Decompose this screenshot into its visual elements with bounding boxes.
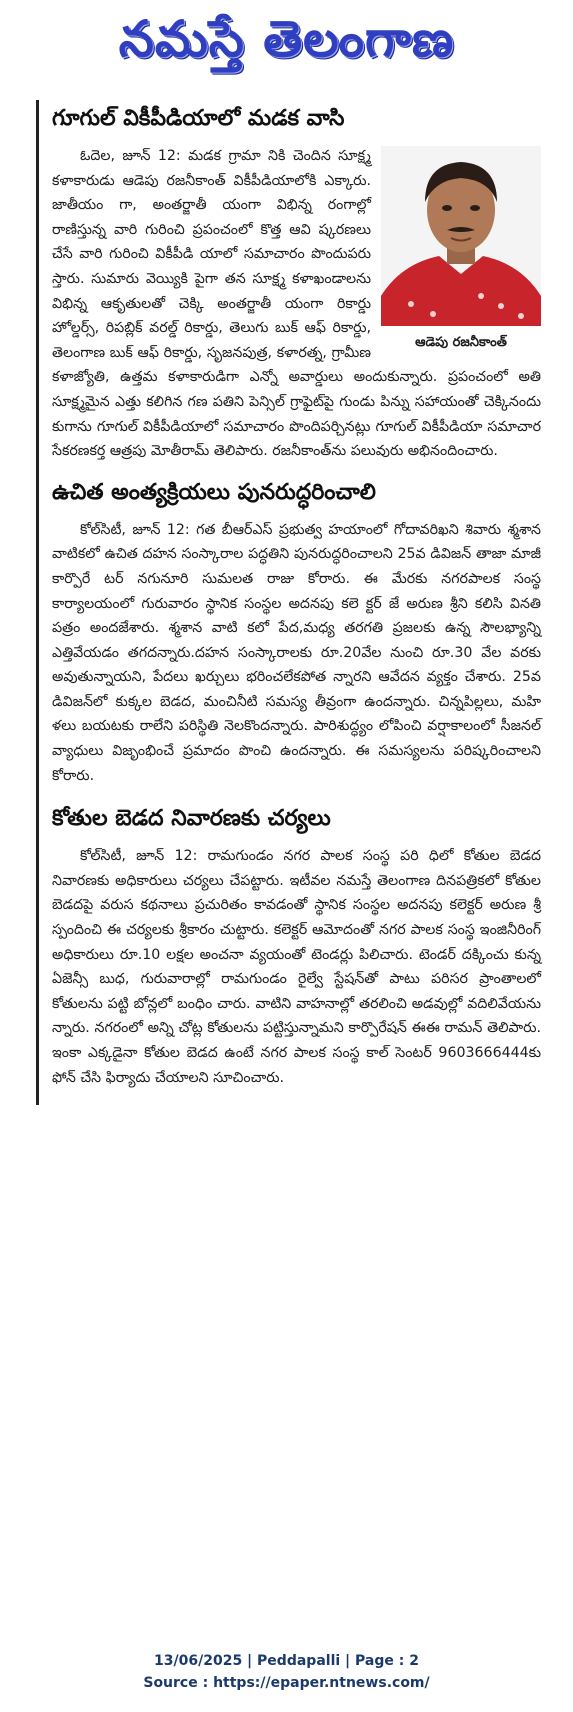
newspaper-logo: నమస్తే తెలంగాణ bbox=[118, 10, 455, 68]
article-paragraph: కోల్‌సిటీ, జూన్ 12: రామగుండం నగర పాలక సంస్థ పరి ధిలో కోతుల బెడద నివారణకు అధికారులు చర్యలు చేపట్టారు. ఇటీవల నమస్తే తెలంగాణ దినపత్రికలో కోతుల బెడదపై వరుస కథనాలు ప్రచురితం కావడంతో స్థానిక సంస్థల అదనపు కలెక్టర్ అరుణ శ్రీ స్పందించి ఈ చర్యలకు శ్రీకారం చుట్టారు. కలెక్టర్ ఆమోదంతో నగర పాలక సంస్థ ఇంజినీరింగ్ అధికారులు రూ.10 లక్షల అంచనా వ్యయంతో టెండర్లు పిలిచారు. టెండర్ దక్కించు కున్న ఏజెన్సీ బుధ, గురువారాల్లో రామగుండం రైల్వే స్టేషన్‌తో పాటు పరిసర ప్రాంతాలలో కోతులను పట్టి బోన్లలో బంధిం చారు. వాటిని వాహనాల్లో తరలించి అడవుల్లో వదిలివేయను న్నారు. నగరంలో అన్ని చోట్ల కోతులను పట్టిస్తున్నామని కార్పొరేషన్ ఈఈ రామన్ తెలిపారు. ఇంకా ఎక్కడైనా కోతుల బెడద ఉంటే నగర పాలక సంస్థ కాల్ సెంటర్ 9603666444కు ఫోన్ చేసి ఫిర్యాదు చేయాలని సూచించారు. bbox=[52, 848, 541, 1086]
article-monkeys bbox=[36, 802, 541, 1090]
article-paragraph: కోల్‌సిటీ, జూన్ 12: గత బీఆర్‌ఎస్ ప్రభుత్వ హయాంలో గోదావరిఖని శివారు శ్మశాన వాటికలో ఉచిత దహన సంస్కారాల పద్ధతిని పునరుద్ధరించాలని 25వ డివిజన్ తాజా మాజీ కార్పొరే టర్ నగునూరి సుమలత రాజు కోరారు. ఈ మేరకు నగరపాలక సంస్థ కార్యాలయంలో గురువారం స్థానిక సంస్థల అదనపు కలె క్టర్ జే అరుణ శ్రీని కలిసి వినతి పత్రం అందజేశారు. శ్మశాన వాటి కలో పేద,మధ్య తరగతి ప్రజలకు ఉన్న సౌలభ్యాన్ని ఎత్తివేయడం తగదన్నారు.దహన సంస్కారాలకు రూ.20వేల నుంచి రూ.30 వేల వరకు అవుతున్నాయని, పేదలు ఖర్చులు భరించలేకపోత న్నారని ఆవేదన వ్యక్తం చేశారు. 25వ డివిజన్‌లో కుక్కల బెడద, మంచినీటి సమస్య తీవ్రంగా ఉందన్నారు. చిన్నపిల్లలు, మహి ళలు బయటకు రాలేని పరిస్థితి నెలకొందన్నారు. పారిశుద్ధ్యం లోపించి వర్షాకాలంలో సీజనల్ వ్యాధులు విజృంభించే ప్రమాదం పొంచి ఉందన్నారు. ఈ సమస్యలను పరిష్కరించాలని కోరారు. bbox=[52, 521, 541, 784]
masthead bbox=[0, 0, 573, 78]
article-headline: గూగుల్ వికీపీడియాలో మడక వాసి bbox=[52, 106, 345, 131]
article-body bbox=[52, 518, 541, 789]
portrait-photo bbox=[381, 146, 541, 326]
article-funeral bbox=[36, 476, 541, 789]
article-column bbox=[36, 100, 541, 1090]
article-headline: కోతుల బెడద నివారణకు చర్యలు bbox=[52, 806, 331, 832]
footer-date-line: 13/06/2025 | Peddapalli | Page : 2 bbox=[154, 1653, 419, 1669]
footer-source-line: Source : https://epaper.ntnews.com/ bbox=[143, 1675, 430, 1691]
article-body bbox=[52, 144, 541, 464]
article-paragraph: ఓదెల, జూన్ 12: మడక గ్రామా నికి చెందిన సూక్ష్మ కళాకారుడు ఆడెపు రజనీకాంత్ వికీపీడియాలోకి ఎక్కారు. జాతీయం గా, అంతర్జాతీ యంగా విభిన్న రంగాల్లో రాణిస్తున్న వారి గురించి ప్రపంచంలో కొత్త ఆవి ష్కరణలు చేసే వారి గురించి వికీపీడి యాలో సమాచారం పొందుపరు స్తారు. సుమారు వెయ్యికి పైగా తన సూక్ష్మ కళాఖండాలను విభిన్న ఆకృతులతో చెక్కి అంతర్జాతీ యంగా రికార్డు హోల్డర్స్, రిపబ్లిక్ వరల్డ్ రికార్డు, తెలుగు బుక్ ఆఫ్ రికార్డు, తెలంగాణ బుక్ ఆఫ్ రికార్డు, సృజనపుత్ర, కళారత్న, గ్రామీణ కళాజ్యోతి, ఉత్తమ కళాకారుడిగా ఎన్నో అవార్డులు అందుకున్నారు. ప్రపంచంలో అతి సూక్ష్మమైన ఎత్తు కలిగిన గణ పతిని పెన్సిల్ గ్రాఫైట్‌పై గుండు పిన్ను సహాయంతో చెక్కినందు కుగాను గూగుల్ వికీపీడియాలో సమాచారం పొందిపర్చినట్లు గూగుల్ వికీపీడియా సమాచార సేకరణకర్త ఆత్రపు మోతీరామ్ తెలిపారు. రజనీకాంత్‌ను పలువురు అభినందించారు. bbox=[52, 148, 541, 460]
article-body bbox=[52, 844, 541, 1090]
portrait-image bbox=[381, 146, 541, 326]
article-headline: ఉచిత అంత్యక్రియలు పునరుద్ధరించాలి bbox=[52, 479, 376, 505]
article-wikipedia bbox=[36, 102, 541, 464]
photo-caption: ఆడెపు రజనీకాంత్ bbox=[415, 335, 507, 350]
portrait-photo-block bbox=[381, 146, 541, 354]
